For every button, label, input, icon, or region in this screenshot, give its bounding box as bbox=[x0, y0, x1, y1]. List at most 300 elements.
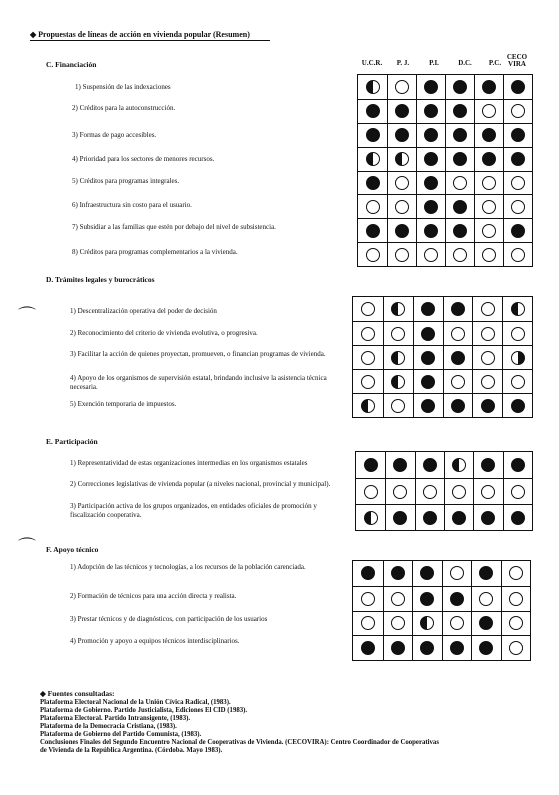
item-e1: 1) Representatividad de estas organizaciones intermedias en los organismos estatales bbox=[70, 459, 308, 467]
filled-circle-icon bbox=[452, 511, 466, 525]
grid-cell bbox=[383, 561, 413, 586]
column-header-dc: D.C. bbox=[458, 59, 472, 67]
grid-cell bbox=[472, 322, 502, 345]
grid-cell bbox=[416, 148, 445, 171]
filled-circle-icon bbox=[481, 458, 495, 472]
grid-apoyo-tecnico bbox=[352, 560, 531, 661]
empty-circle-icon bbox=[482, 200, 496, 214]
empty-circle-icon bbox=[452, 485, 466, 499]
half-circle-icon bbox=[366, 80, 380, 94]
grid-cell bbox=[501, 587, 531, 611]
grid-cell bbox=[502, 346, 532, 369]
item-c5: 5) Créditos para programas integrales. bbox=[72, 177, 180, 185]
empty-circle-icon bbox=[481, 351, 495, 365]
item-f4: 4) Promoción y apoyo a equipos técnicos interdisciplinarios. bbox=[70, 637, 240, 645]
filled-circle-icon bbox=[364, 458, 378, 472]
filled-circle-icon bbox=[450, 641, 464, 655]
grid-row bbox=[358, 194, 532, 218]
grid-cell bbox=[471, 612, 501, 636]
grid-cell bbox=[443, 394, 473, 417]
item-c6: 6) Infraestructura sin costo para el usuario. bbox=[72, 201, 192, 209]
grid-cell bbox=[353, 636, 383, 660]
half-circle-icon bbox=[361, 399, 375, 413]
grid-cell bbox=[353, 322, 383, 345]
source-line: Conclusiones Finales del Segundo Encuentro Nacional de Cooperativas de Vivienda. (CECOVIRA): Centro Coordinador de Cooperativas bbox=[40, 739, 439, 746]
grid-cell bbox=[383, 346, 413, 369]
grid-cell bbox=[416, 195, 445, 218]
grid-cell bbox=[503, 172, 532, 195]
empty-circle-icon bbox=[511, 104, 525, 118]
grid-cell bbox=[444, 452, 473, 478]
grid-row bbox=[358, 123, 532, 147]
filled-circle-icon bbox=[366, 104, 380, 118]
grid-row bbox=[353, 586, 530, 611]
grid-row bbox=[358, 75, 532, 99]
section-heading-financiacion: C. Financiación bbox=[46, 60, 97, 69]
empty-circle-icon bbox=[450, 566, 464, 580]
grid-cell bbox=[472, 297, 502, 321]
grid-cell bbox=[416, 243, 445, 266]
empty-circle-icon bbox=[361, 375, 375, 389]
filled-circle-icon bbox=[393, 458, 407, 472]
grid-cell bbox=[472, 394, 502, 417]
grid-cell bbox=[416, 75, 445, 99]
source-line: Plataforma Electoral Nacional de la Unión Cívica Radical, (1983). bbox=[40, 699, 231, 706]
grid-cell bbox=[358, 148, 387, 171]
filled-circle-icon bbox=[421, 302, 435, 316]
filled-circle-icon bbox=[391, 566, 405, 580]
bullet-icon: ◆ bbox=[30, 30, 39, 39]
half-circle-icon bbox=[511, 351, 525, 365]
grid-cell bbox=[443, 370, 473, 393]
grid-cell bbox=[383, 612, 413, 636]
section-heading-tramites: D. Trámites legales y burocráticos bbox=[46, 275, 155, 284]
grid-cell bbox=[387, 195, 416, 218]
filled-circle-icon bbox=[479, 566, 493, 580]
sources-heading bbox=[40, 689, 115, 698]
filled-circle-icon bbox=[366, 224, 380, 238]
filled-circle-icon bbox=[511, 511, 525, 525]
grid-row bbox=[353, 321, 532, 345]
filled-circle-icon bbox=[453, 128, 467, 142]
item-c2: 2) Créditos para la autoconstrucción. bbox=[72, 104, 176, 112]
empty-circle-icon bbox=[395, 80, 409, 94]
grid-cell bbox=[415, 479, 444, 504]
empty-circle-icon bbox=[509, 566, 523, 580]
grid-cell bbox=[472, 370, 502, 393]
filled-circle-icon bbox=[391, 641, 405, 655]
empty-circle-icon bbox=[481, 375, 495, 389]
grid-cell bbox=[445, 195, 474, 218]
filled-circle-icon bbox=[423, 458, 437, 472]
item-d5: 5) Exención temporaria de impuestos. bbox=[70, 400, 177, 408]
column-header-pc: P.C. bbox=[488, 59, 502, 67]
grid-cell bbox=[353, 394, 383, 417]
filled-circle-icon bbox=[479, 641, 493, 655]
grid-cell bbox=[387, 100, 416, 123]
item-f2: 2) Formación de técnicos para una acción directa y realista. bbox=[70, 592, 237, 600]
filled-circle-icon bbox=[420, 592, 434, 606]
grid-cell bbox=[445, 219, 474, 242]
grid-cell bbox=[445, 100, 474, 123]
grid-cell bbox=[443, 346, 473, 369]
grid-cell bbox=[383, 322, 413, 345]
filled-circle-icon bbox=[424, 80, 438, 94]
half-circle-icon bbox=[391, 375, 405, 389]
filled-circle-icon bbox=[420, 641, 434, 655]
item-e3: 3) Participación activa de los grupos organizados, en entidades oficiales de promoción y fiscalización cooperativa. bbox=[70, 502, 317, 519]
item-d3: 3) Facilitar la acción de quienes proyectan, promueven, o financian programas de vivienda. bbox=[70, 350, 326, 358]
empty-circle-icon bbox=[361, 351, 375, 365]
empty-circle-icon bbox=[361, 616, 375, 630]
grid-cell bbox=[416, 100, 445, 123]
grid-cell bbox=[503, 75, 532, 99]
grid-cell bbox=[442, 612, 472, 636]
grid-cell bbox=[358, 219, 387, 242]
filled-circle-icon bbox=[481, 399, 495, 413]
document-title-text: Propuestas de líneas de acción en vivienda popular (Resumen) bbox=[38, 30, 250, 39]
grid-row bbox=[353, 635, 530, 660]
empty-circle-icon bbox=[481, 327, 495, 341]
empty-circle-icon bbox=[453, 176, 467, 190]
empty-circle-icon bbox=[391, 592, 405, 606]
filled-circle-icon bbox=[424, 104, 438, 118]
grid-cell bbox=[503, 243, 532, 266]
grid-cell bbox=[412, 561, 442, 586]
empty-circle-icon bbox=[366, 248, 380, 262]
grid-cell bbox=[416, 124, 445, 147]
grid-cell bbox=[387, 75, 416, 99]
grid-cell bbox=[415, 505, 444, 530]
grid-cell bbox=[473, 479, 502, 504]
grid-cell bbox=[471, 587, 501, 611]
item-d4: 4) Apoyo de los organismos de supervisión estatal, brindando inclusive la asistencia técnica necesaria. bbox=[70, 374, 327, 391]
grid-cell bbox=[501, 636, 531, 660]
filled-circle-icon bbox=[421, 351, 435, 365]
grid-cell bbox=[503, 452, 532, 478]
filled-circle-icon bbox=[511, 458, 525, 472]
grid-cell bbox=[353, 612, 383, 636]
grid-cell bbox=[353, 297, 383, 321]
empty-circle-icon bbox=[361, 592, 375, 606]
grid-cell bbox=[503, 479, 532, 504]
grid-cell bbox=[445, 148, 474, 171]
filled-circle-icon bbox=[482, 152, 496, 166]
filled-circle-icon bbox=[393, 511, 407, 525]
empty-circle-icon bbox=[511, 248, 525, 262]
filled-circle-icon bbox=[453, 200, 467, 214]
grid-row bbox=[358, 99, 532, 123]
grid-cell bbox=[442, 561, 472, 586]
grid-cell bbox=[353, 561, 383, 586]
empty-circle-icon bbox=[481, 485, 495, 499]
source-line: Plataforma Electoral. Partido Intransigente, (1983). bbox=[40, 715, 191, 722]
item-d1: 1) Descentralización operativa del poder de decisión bbox=[70, 307, 217, 315]
grid-financiacion bbox=[357, 74, 533, 267]
grid-cell bbox=[358, 124, 387, 147]
grid-cell bbox=[413, 346, 443, 369]
empty-circle-icon bbox=[509, 592, 523, 606]
empty-circle-icon bbox=[450, 616, 464, 630]
filled-circle-icon bbox=[451, 399, 465, 413]
empty-circle-icon bbox=[391, 327, 405, 341]
filled-circle-icon bbox=[366, 128, 380, 142]
grid-cell bbox=[445, 124, 474, 147]
filled-circle-icon bbox=[482, 128, 496, 142]
empty-circle-icon bbox=[453, 248, 467, 262]
sources-heading-text: Fuentes consultadas: bbox=[47, 689, 115, 698]
item-d2: 2) Reconocimiento del criterio de vivienda evolutiva, o progresiva. bbox=[70, 329, 258, 337]
filled-circle-icon bbox=[421, 399, 435, 413]
empty-circle-icon bbox=[509, 641, 523, 655]
empty-circle-icon bbox=[395, 176, 409, 190]
item-c8: 8) Créditos para programas complementarios a la vivienda. bbox=[72, 248, 238, 256]
filled-circle-icon bbox=[424, 152, 438, 166]
grid-cell bbox=[443, 322, 473, 345]
source-line: Plataforma de la Democracia Cristiana, (1983). bbox=[40, 723, 177, 730]
empty-circle-icon bbox=[482, 104, 496, 118]
empty-circle-icon bbox=[481, 302, 495, 316]
grid-cell bbox=[353, 346, 383, 369]
grid-cell bbox=[387, 243, 416, 266]
grid-cell bbox=[501, 561, 531, 586]
column-header-pi: P.I. bbox=[429, 59, 439, 67]
filled-circle-icon bbox=[423, 511, 437, 525]
grid-cell bbox=[474, 219, 503, 242]
grid-cell bbox=[471, 636, 501, 660]
grid-cell bbox=[356, 505, 385, 530]
grid-cell bbox=[387, 219, 416, 242]
filled-circle-icon bbox=[511, 224, 525, 238]
filled-circle-icon bbox=[453, 152, 467, 166]
margin-mark-icon: ⌒ bbox=[18, 306, 36, 326]
grid-cell bbox=[385, 452, 414, 478]
grid-row bbox=[358, 171, 532, 195]
empty-circle-icon bbox=[482, 224, 496, 238]
filled-circle-icon bbox=[421, 327, 435, 341]
grid-participacion bbox=[355, 451, 533, 531]
grid-row bbox=[358, 242, 532, 266]
grid-row bbox=[353, 393, 532, 417]
grid-cell bbox=[353, 370, 383, 393]
section-heading-apoyo-tecnico: F. Apoyo técnico bbox=[46, 545, 99, 554]
filled-circle-icon bbox=[451, 302, 465, 316]
grid-row bbox=[353, 611, 530, 636]
grid-cell bbox=[356, 479, 385, 504]
grid-cell bbox=[385, 479, 414, 504]
filled-circle-icon bbox=[420, 566, 434, 580]
empty-circle-icon bbox=[482, 248, 496, 262]
source-line: Plataforma de Gobierno. Partido Justicialista, Ediciones El CID (1983). bbox=[40, 707, 248, 714]
half-circle-icon bbox=[366, 152, 380, 166]
grid-cell bbox=[474, 243, 503, 266]
filled-circle-icon bbox=[361, 566, 375, 580]
empty-circle-icon bbox=[424, 248, 438, 262]
grid-cell bbox=[383, 370, 413, 393]
empty-circle-icon bbox=[391, 399, 405, 413]
grid-cell bbox=[413, 370, 443, 393]
filled-circle-icon bbox=[424, 224, 438, 238]
grid-cell bbox=[416, 172, 445, 195]
filled-circle-icon bbox=[451, 351, 465, 365]
document-title bbox=[30, 30, 250, 39]
grid-row bbox=[356, 478, 532, 504]
column-header-ucr: U.C.R. bbox=[361, 59, 383, 67]
grid-cell bbox=[413, 297, 443, 321]
grid-cell bbox=[358, 243, 387, 266]
filled-circle-icon bbox=[366, 176, 380, 190]
grid-row bbox=[353, 369, 532, 393]
grid-cell bbox=[473, 452, 502, 478]
source-line: de Vivienda de la República Argentina. (Córdoba. Mayo 1983). bbox=[40, 747, 223, 754]
grid-cell bbox=[387, 172, 416, 195]
grid-cell bbox=[474, 100, 503, 123]
grid-cell bbox=[442, 636, 472, 660]
bullet-icon: ◆ bbox=[40, 689, 48, 698]
grid-cell bbox=[503, 505, 532, 530]
grid-cell bbox=[501, 612, 531, 636]
grid-row bbox=[358, 147, 532, 171]
grid-cell bbox=[474, 75, 503, 99]
grid-cell bbox=[474, 172, 503, 195]
item-f3: 3) Prestar técnicos y de diagnósticos, con participación de los usuarios bbox=[70, 615, 268, 623]
grid-cell bbox=[502, 322, 532, 345]
grid-cell bbox=[358, 100, 387, 123]
grid-cell bbox=[503, 100, 532, 123]
empty-circle-icon bbox=[479, 592, 493, 606]
grid-cell bbox=[502, 297, 532, 321]
grid-cell bbox=[358, 195, 387, 218]
grid-row bbox=[353, 561, 530, 586]
grid-cell bbox=[502, 394, 532, 417]
grid-cell bbox=[356, 452, 385, 478]
filled-circle-icon bbox=[511, 399, 525, 413]
grid-cell bbox=[415, 452, 444, 478]
empty-circle-icon bbox=[361, 302, 375, 316]
grid-cell bbox=[445, 172, 474, 195]
grid-cell bbox=[474, 148, 503, 171]
filled-circle-icon bbox=[395, 104, 409, 118]
filled-circle-icon bbox=[511, 80, 525, 94]
item-c1: 1) Suspensión de las indexaciones bbox=[75, 83, 171, 91]
empty-circle-icon bbox=[393, 485, 407, 499]
half-circle-icon bbox=[391, 351, 405, 365]
grid-cell bbox=[383, 636, 413, 660]
title-underline bbox=[30, 40, 270, 41]
filled-circle-icon bbox=[511, 128, 525, 142]
empty-circle-icon bbox=[482, 176, 496, 190]
grid-cell bbox=[502, 370, 532, 393]
margin-mark-icon: ⌒ bbox=[18, 537, 36, 557]
empty-circle-icon bbox=[395, 200, 409, 214]
column-header-pj: P. J. bbox=[396, 59, 410, 67]
grid-cell bbox=[358, 172, 387, 195]
grid-cell bbox=[383, 394, 413, 417]
grid-cell bbox=[474, 124, 503, 147]
column-header-cecovira: CECO VIRA bbox=[506, 53, 528, 68]
grid-cell bbox=[503, 219, 532, 242]
section-heading-participacion: E. Participación bbox=[46, 437, 98, 446]
grid-cell bbox=[503, 195, 532, 218]
filled-circle-icon bbox=[453, 104, 467, 118]
filled-circle-icon bbox=[450, 592, 464, 606]
grid-cell bbox=[413, 394, 443, 417]
grid-row bbox=[353, 345, 532, 369]
empty-circle-icon bbox=[423, 485, 437, 499]
filled-circle-icon bbox=[424, 128, 438, 142]
filled-circle-icon bbox=[453, 224, 467, 238]
filled-circle-icon bbox=[424, 200, 438, 214]
filled-circle-icon bbox=[424, 176, 438, 190]
grid-cell bbox=[353, 587, 383, 611]
half-circle-icon bbox=[511, 302, 525, 316]
filled-circle-icon bbox=[482, 80, 496, 94]
empty-circle-icon bbox=[451, 327, 465, 341]
empty-circle-icon bbox=[395, 248, 409, 262]
grid-cell bbox=[387, 148, 416, 171]
grid-cell bbox=[385, 505, 414, 530]
grid-cell bbox=[503, 148, 532, 171]
grid-cell bbox=[383, 587, 413, 611]
filled-circle-icon bbox=[481, 511, 495, 525]
empty-circle-icon bbox=[511, 327, 525, 341]
grid-cell bbox=[412, 636, 442, 660]
empty-circle-icon bbox=[451, 375, 465, 389]
empty-circle-icon bbox=[364, 485, 378, 499]
grid-cell bbox=[416, 219, 445, 242]
half-circle-icon bbox=[452, 458, 466, 472]
grid-cell bbox=[445, 75, 474, 99]
half-circle-icon bbox=[420, 616, 434, 630]
empty-circle-icon bbox=[511, 375, 525, 389]
grid-row bbox=[358, 218, 532, 242]
item-c7: 7) Subsidiar a las familias que estén por debajo del nivel de subsistencia. bbox=[72, 223, 276, 231]
grid-cell bbox=[358, 75, 387, 99]
grid-cell bbox=[412, 612, 442, 636]
filled-circle-icon bbox=[479, 616, 493, 630]
grid-cell bbox=[387, 124, 416, 147]
item-c4: 4) Prioridad para los sectores de menores recursos. bbox=[72, 155, 215, 163]
empty-circle-icon bbox=[511, 485, 525, 499]
grid-tramites bbox=[352, 296, 533, 418]
source-line: Plataforma de Gobierno del Partido Comunista, (1983). bbox=[40, 731, 202, 738]
item-c3: 3) Formas de pago accesibles. bbox=[72, 131, 157, 139]
grid-cell bbox=[413, 322, 443, 345]
grid-cell bbox=[444, 479, 473, 504]
grid-cell bbox=[442, 587, 472, 611]
item-f1: 1) Adopción de las técnicos y tecnologías, a los recursos de la población carenciada. bbox=[70, 563, 306, 571]
half-circle-icon bbox=[364, 511, 378, 525]
empty-circle-icon bbox=[511, 200, 525, 214]
item-e2: 2) Correcciones legislativas de vivienda popular (a niveles nacional, provincial y municipal). bbox=[70, 480, 331, 488]
empty-circle-icon bbox=[511, 176, 525, 190]
grid-row bbox=[353, 297, 532, 321]
filled-circle-icon bbox=[395, 128, 409, 142]
grid-cell bbox=[474, 195, 503, 218]
filled-circle-icon bbox=[421, 375, 435, 389]
half-circle-icon bbox=[391, 302, 405, 316]
empty-circle-icon bbox=[361, 327, 375, 341]
grid-cell bbox=[472, 346, 502, 369]
grid-cell bbox=[412, 587, 442, 611]
grid-cell bbox=[445, 243, 474, 266]
grid-cell bbox=[473, 505, 502, 530]
grid-cell bbox=[471, 561, 501, 586]
grid-cell bbox=[383, 297, 413, 321]
half-circle-icon bbox=[395, 152, 409, 166]
filled-circle-icon bbox=[453, 80, 467, 94]
grid-row bbox=[356, 452, 532, 478]
